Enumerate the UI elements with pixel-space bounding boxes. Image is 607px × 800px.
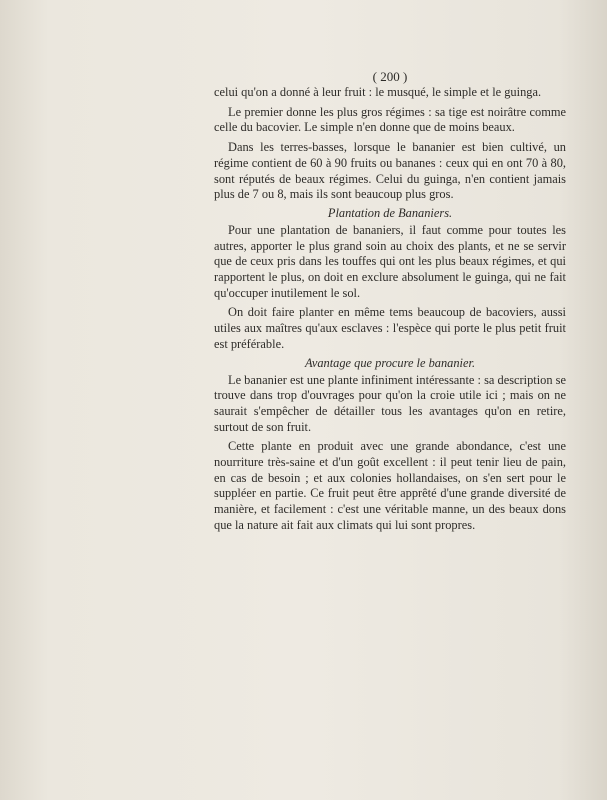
paragraph: Cette plante en produit avec une grande abondance, c'est une nourriture très-saine et d'un goût excellent : il peut tenir lieu de pain, en cas de besoin ; et aux colonies hollandaises, on s'en sert pour le suppléer en partie. Ce fruit peut être apprêté d'une grande diversité de manière, et facilement : c'est une véritable manne, un des beaux dons que la nature ait fait aux climats qui lui sont propres.	[214, 439, 566, 532]
paragraph: Dans les terres-basses, lorsque le bananier est bien cultivé, un régime contient de 60 à 90 fruits ou bananes : ceux qui en ont 70 à 80, sont réputés de beaux régimes. Celui du guinga, n'en contient jamais plus de 7 ou 8, mais ils sont beaucoup plus gros.	[214, 140, 566, 202]
paragraph: Pour une plantation de bananiers, il faut comme pour toutes les autres, apporter le plus grand soin au choix des plants, et ne se servir que de ceux pris dans les touffes qui ont les plus beaux régimes, et qui rapportent le plus, on doit en exclure absolument le guinga, qui ne fait qu'occuper inutilement le sol.	[214, 222, 566, 300]
text-block	[214, 68, 566, 534]
paragraph: celui qu'on a donné à leur fruit : le musqué, le simple et le guinga.	[214, 85, 542, 99]
page-number: ( 200 )	[372, 69, 408, 84]
paragraph: Le bananier est une plante infiniment intéressante : sa description se trouve dans trop d'ouvrages pour qu'on la croie utile ici ; mais on ne saurait s'empêcher de détailler tous les avantages qu'on en retire, surtout de son fruit.	[214, 372, 566, 434]
section-heading-avantage: Avantage que procure le bananier.	[304, 355, 476, 370]
paragraph: Le premier donne les plus gros régimes : sa tige est noirâtre comme celle du bacovier. Le simple n'en donne que de moins beaux.	[214, 104, 566, 135]
section-heading-plantation: Plantation de Bananiers.	[327, 205, 453, 220]
paragraph: On doit faire planter en même tems beaucoup de bacoviers, aussi utiles aux maîtres qu'aux esclaves : l'espèce qui porte le plus petit fruit est préférable.	[214, 305, 566, 351]
